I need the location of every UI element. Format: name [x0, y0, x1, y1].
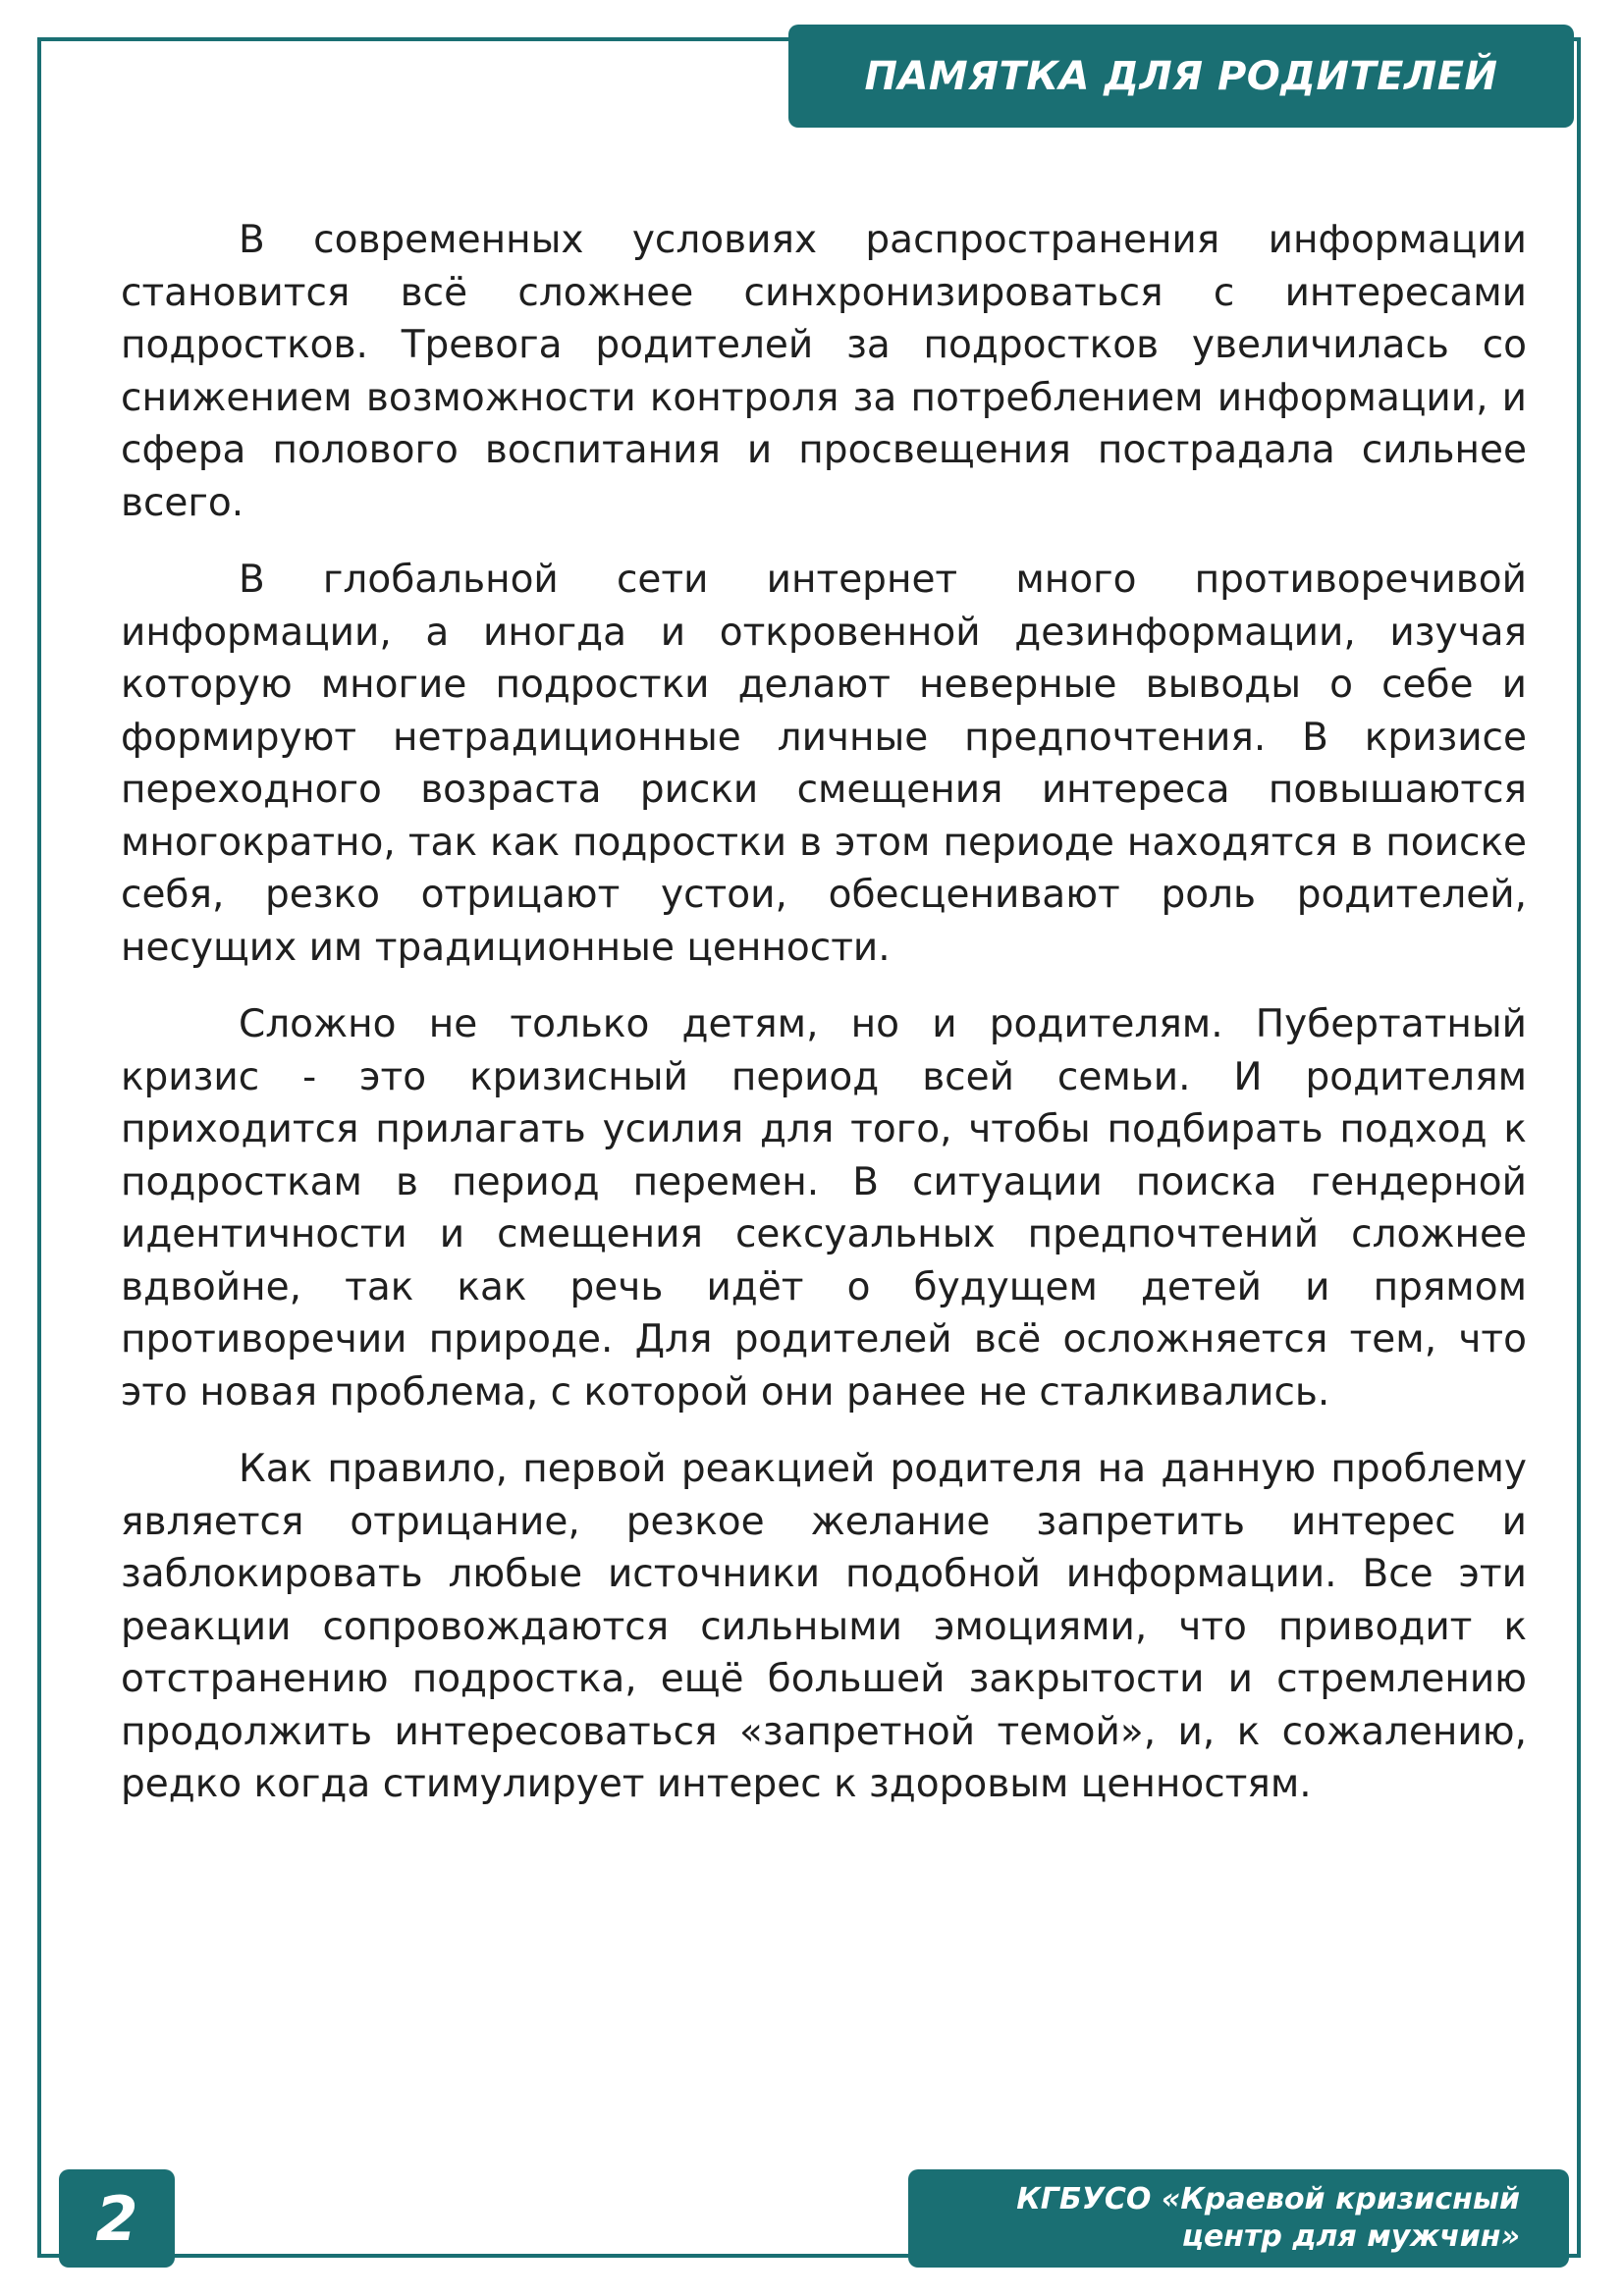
footer-organization-banner [908, 2169, 1569, 2268]
paragraph-4: Как правило, первой реакцией родителя на данную проблему является отрицание, резкое желание запретить интерес и заблокировать любые источники подобной информации. Все эти реакции сопровождаются сильными эмоциями, что приводит к отстранению подростка, ещё большей закрытости и стремлению продолжить интересоваться «запретной темой», и, к сожалению, редко когда стимулирует интерес к здоровым ценностям. [121, 1447, 1527, 1806]
paragraph-2: В глобальной сети интернет много противоречивой информации, а иногда и откровенной дезинформации, изучая которую многие подростки делают неверные выводы о себе и формируют нетрадиционные личные предпочтения. В кризисе переходного возраста риски смещения интереса повышаются многократно, так как подростки в этом периоде находятся в поиске себя, резко отрицают устои, обесценивают роль родителей, несущих им традиционные ценности. [121, 558, 1527, 970]
page-number: 2 [95, 2182, 138, 2255]
page-title: ПАМЯТКА ДЛЯ РОДИТЕЛЕЙ [864, 53, 1498, 99]
paragraph-1: В современных условиях распространения информации становится всё сложнее синхронизироваться с интересами подростков. Тревога родителей за подростков увеличилась со снижением возможности контроля за потреблением информации, и сфера полового воспитания и просвещения пострадала сильнее всего. [121, 218, 1527, 525]
page-number-badge [59, 2169, 175, 2268]
org-name-line-2: центр для мужчин» [1181, 2219, 1520, 2254]
header-title-banner [788, 25, 1574, 128]
org-name-line-1: КГБУСО «Краевой кризисный [1016, 2182, 1520, 2216]
main-text [121, 214, 1527, 1836]
paragraph-3: Сложно не только детям, но и родителям. Пубертатный кризис - это кризисный период всей семьи. И родителям приходится прилагать усилия для того, чтобы подбирать подход к подросткам в период перемен. В ситуации поиска гендерной идентичности и смещения сексуальных предпочтений сложнее вдвойне, так как речь идёт о будущем детей и прямом противоречии природе. Для родителей всё осложняется тем, что это новая проблема, с которой они ранее не сталкивались. [121, 1002, 1527, 1415]
